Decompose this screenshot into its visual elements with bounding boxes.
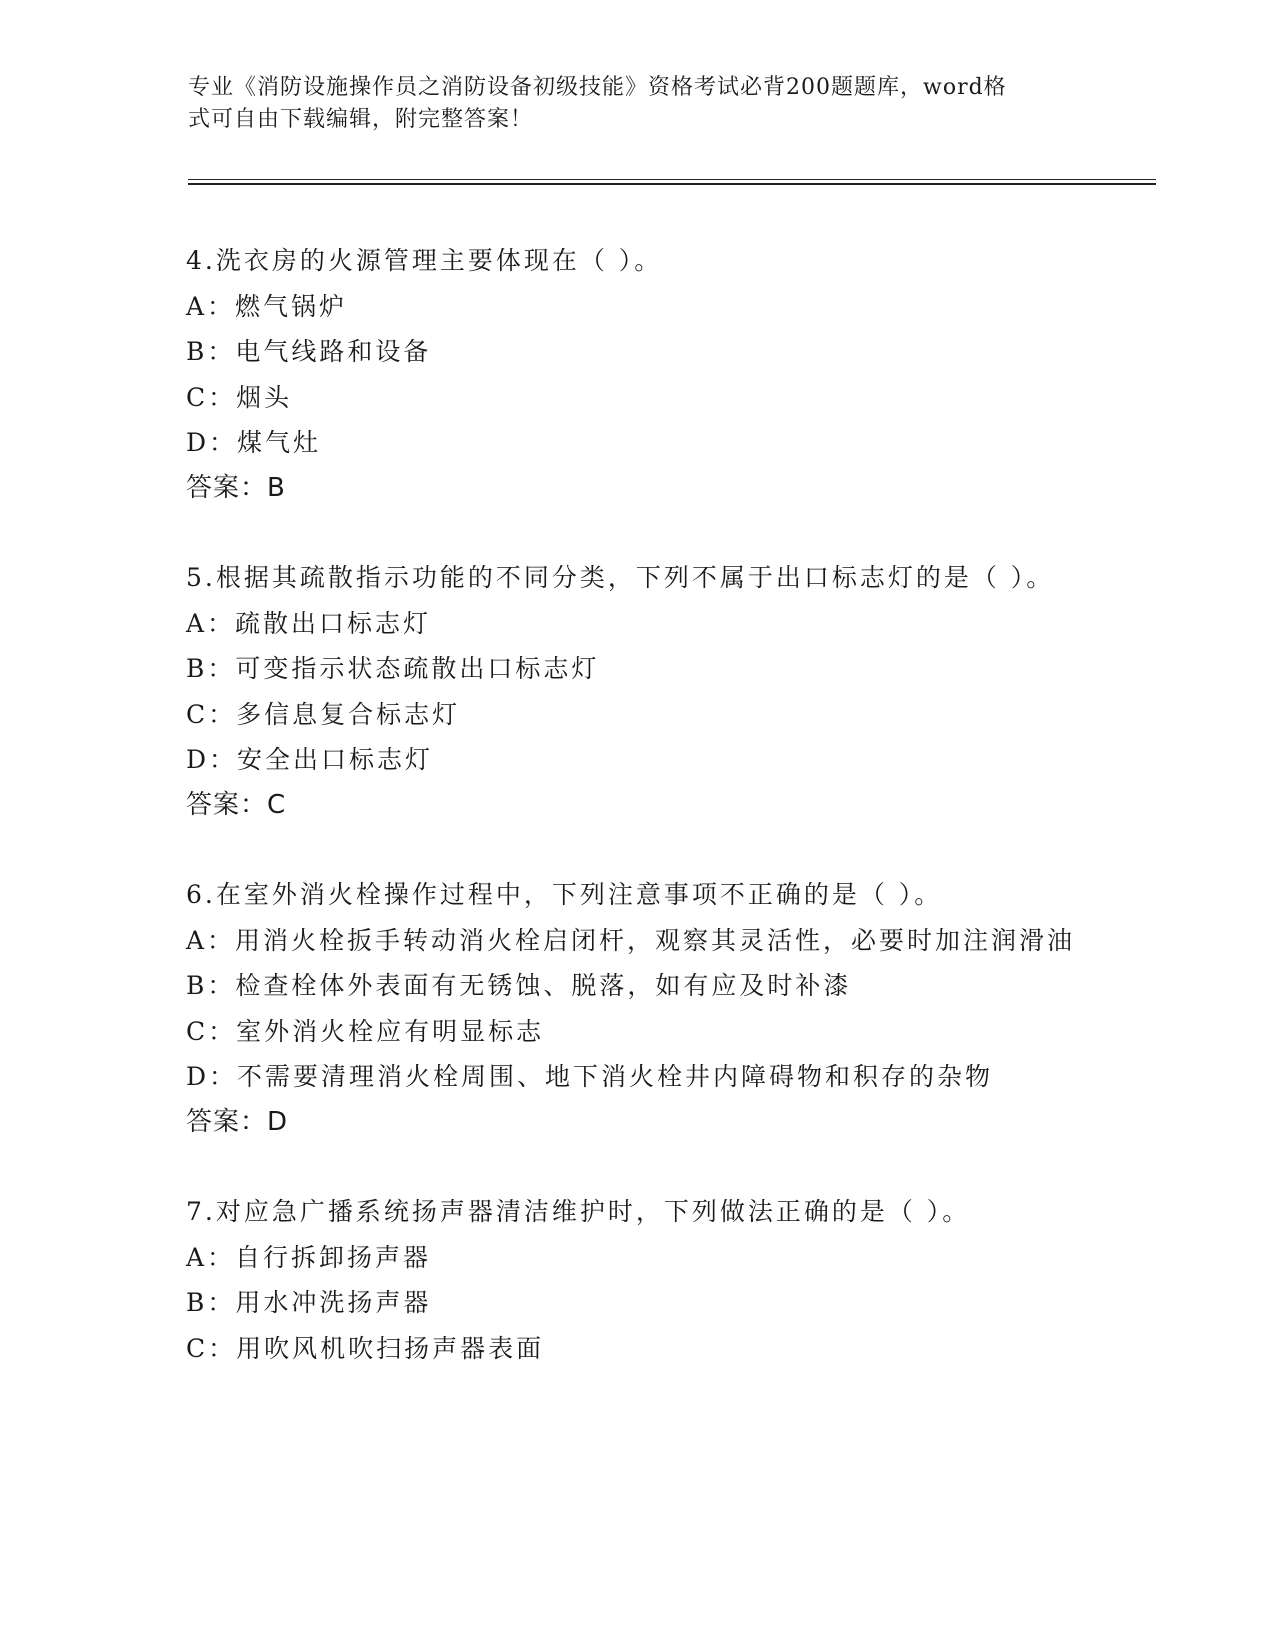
question-4 [186, 238, 1086, 511]
option-c: C：室外消火栓应有明显标志 [186, 1016, 545, 1046]
header-divider-top [188, 179, 1156, 180]
question-stem: 6.在室外消火栓操作过程中，下列注意事项不正确的是（ ）。 [186, 880, 943, 909]
option-a: A：用消火栓扳手转动消火栓启闭杆，观察其灵活性，必要时加注润滑油 [186, 925, 1076, 955]
question-stem: 5.根据其疏散指示功能的不同分类，下列不属于出口标志灯的是（ ）。 [186, 563, 1055, 592]
option-d: D：煤气灶 [186, 428, 322, 457]
option-c: C：用吹风机吹扫扬声器表面 [186, 1333, 545, 1363]
answer-label: 答案：C [186, 789, 287, 820]
question-stem: 7.对应急广播系统扬声器清洁维护时，下列做法正确的是（ ）。 [186, 1197, 971, 1226]
option-b: B：用水冲洗扬声器 [186, 1288, 432, 1317]
option-c: C：烟头 [186, 382, 293, 412]
option-a: A：自行拆卸扬声器 [186, 1242, 432, 1272]
option-b: B：检查栓体外表面有无锈蚀、脱落，如有应及时补漆 [186, 971, 852, 1000]
answer-label: 答案：D [186, 1106, 289, 1137]
option-b: B：可变指示状态疏散出口标志灯 [186, 654, 600, 683]
option-d: D：安全出口标志灯 [186, 745, 434, 774]
option-d: D：不需要清理消火栓周围、地下消火栓井内障碍物和积存的杂物 [186, 1062, 994, 1091]
option-b: B：电气线路和设备 [186, 337, 432, 366]
question-6 [186, 872, 1086, 1145]
question-list [186, 238, 1086, 1415]
document-header [188, 72, 1088, 136]
answer-label: 答案：B [186, 472, 286, 503]
question-stem: 4.洗衣房的火源管理主要体现在（ ）。 [186, 246, 663, 275]
option-c: C：多信息复合标志灯 [186, 699, 461, 729]
option-a: A：疏散出口标志灯 [186, 608, 432, 638]
option-a: A：燃气锅炉 [186, 291, 348, 321]
header-line-2: 式可自由下载编辑，附完整答案！ [188, 107, 534, 132]
header-divider-bottom [188, 183, 1156, 185]
question-5 [186, 555, 1086, 828]
question-7 [186, 1189, 1086, 1371]
header-line-1: 专业《消防设施操作员之消防设备初级技能》资格考试必背200题题库，word格 [188, 75, 1007, 100]
